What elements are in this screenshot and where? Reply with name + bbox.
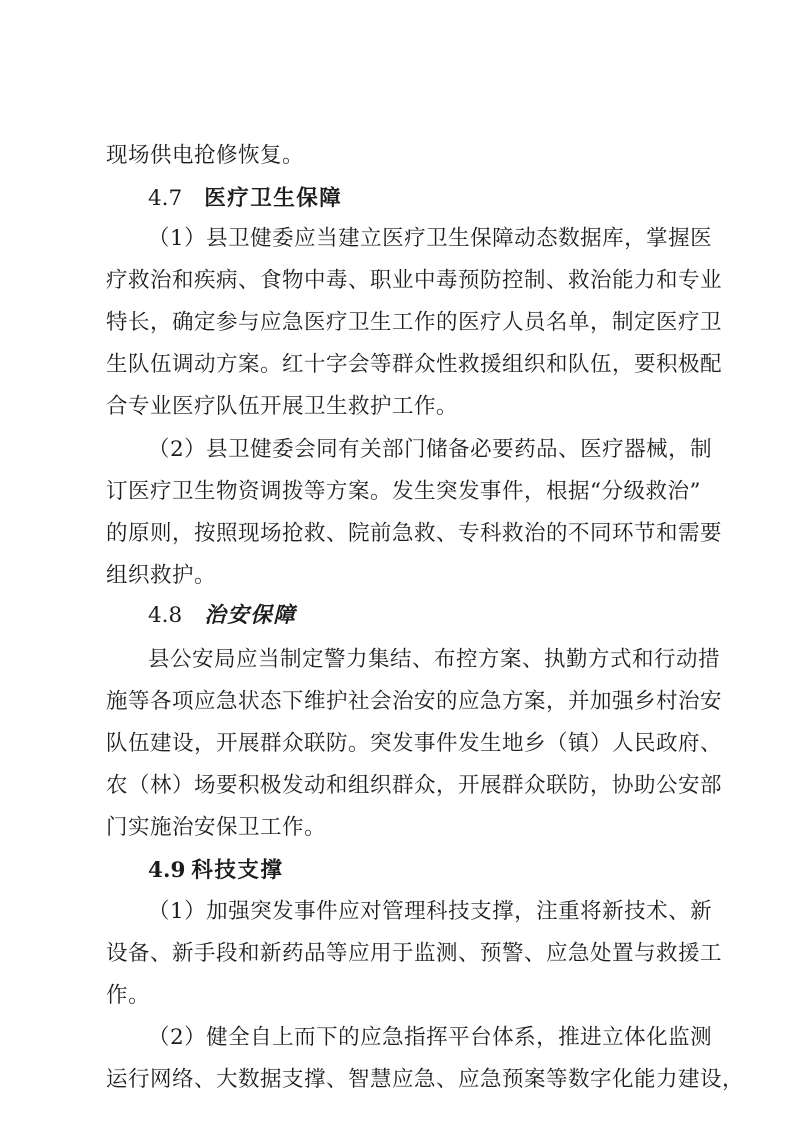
paragraph-line: 疗救治和疾病、食物中毒、职业中毒预防控制、救治能力和专业	[106, 268, 723, 293]
section-heading-4-9	[148, 852, 283, 890]
paragraph-line: 订医疗卫生物资调拨等方案。发生突发事件，根据“分级救治”	[106, 479, 701, 504]
paragraph-line: （1）县卫健委应当建立医疗卫生保障动态数据库，掌握医	[148, 226, 713, 251]
paragraph-line: 门实施治安保卫工作。	[106, 815, 327, 840]
section-number: 4.7	[148, 186, 183, 211]
paragraph-line: 队伍建设，开展群众联防。突发事件发生地乡（镇）人民政府、	[106, 731, 723, 756]
section-title: 医疗卫生保障	[204, 186, 343, 211]
paragraph-line: （1）加强突发事件应对管理科技支撑，注重将新技术、新	[148, 899, 713, 924]
paragraph-line: （2）县卫健委会同有关部门储备必要药品、医疗器械，制	[148, 437, 713, 462]
paragraph-line: 组织救护。	[106, 563, 217, 588]
paragraph-line: 施等各项应急状态下维护社会治安的应急方案，并加强乡村治安	[106, 689, 723, 714]
section-heading-4-7	[148, 180, 342, 218]
paragraph-line: 运行网络、大数据支撑、智慧应急、应急预案等数字化能力建设，	[106, 1067, 745, 1092]
section-title: 治安保障	[204, 603, 297, 628]
paragraph-line: 生队伍调动方案。红十字会等群众性救援组织和队伍，要积极配	[106, 352, 723, 377]
paragraph-line: 设备、新手段和新药品等应用于监测、预警、应急处置与救援工	[106, 941, 723, 966]
section-title: 科技支撑	[191, 858, 284, 883]
paragraph-line: 的原则，按照现场抢救、院前急救、专科救治的不同环节和需要	[106, 521, 723, 546]
section-number: 4.9	[148, 858, 186, 883]
section-heading-4-8	[148, 597, 296, 635]
paragraph-line: （2）健全自上而下的应急指挥平台体系，推进立体化监测	[148, 1025, 713, 1050]
paragraph-line: 作。	[106, 983, 151, 1008]
paragraph-line: 农（林）场要积极发动和组织群众，开展群众联防，协助公安部	[106, 773, 723, 798]
section-number: 4.8	[148, 603, 183, 628]
paragraph-line: 现场供电抢修恢复。	[106, 143, 305, 168]
paragraph-line: 特长，确定参与应急医疗卫生工作的医疗人员名单，制定医疗卫	[106, 310, 723, 335]
paragraph-line: 合专业医疗队伍开展卫生救护工作。	[106, 394, 459, 419]
paragraph-line: 县公安局应当制定警力集结、布控方案、执勤方式和行动措	[148, 647, 721, 672]
